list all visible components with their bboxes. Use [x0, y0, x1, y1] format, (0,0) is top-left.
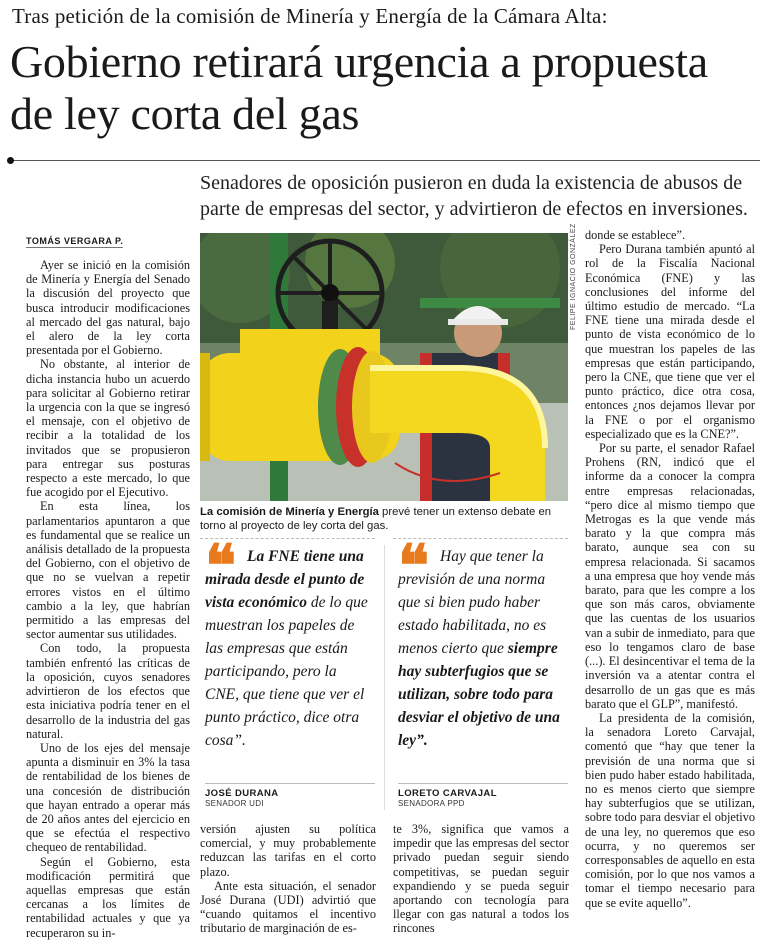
- quote-rule: [205, 783, 375, 784]
- article-byline: TOMÁS VERGARA P.: [26, 236, 124, 246]
- rule-bullet: [7, 157, 14, 164]
- article-kicker: Tras petición de la comisión de Minería y Energía de la Cámara Alta:: [12, 4, 608, 28]
- paragraph: Ayer se inició en la comisión de Minería y Energía del Senado la discusión del proyecto que busca introducir modificaciones al mercado del gas natural, bajo el alero de la ley corta presentada por el Gobierno.: [26, 258, 190, 358]
- paragraph: La presidenta de la comisión, la senadora Loreto Carvajal, comentó que “hay que tener la previsión de una norma que si bien pudo haber estado habilitada, no es menos cierto que siempre hay subterfugios que se utilizan, sobre todo para desviar el objetivo de una ley, no queremos que eso ocurra, y no queremos ser corresponsables de aquello en esta comisión, por lo que nos vamos a tomar el tiempo necesario para que se evite aquello”.: [585, 710, 755, 910]
- photo-caption: [200, 505, 570, 533]
- paragraph: te 3%, significa que vamos a impedir que las empresas del sector privado puedan seguir siendo competitivas, se puedan seguir expandiendo y se pueda seguir aportando con tecnología para llegar con gas natural a todos los rincones: [393, 822, 569, 936]
- quote-text-bold: siempre hay subterfugios que se utilizan, sobre todo para desviar el objetivo de una ley”.: [398, 640, 560, 749]
- quote-source-name: LORETO CARVAJAL: [398, 788, 497, 799]
- headline-rule: [10, 160, 760, 161]
- photo-illustration: [200, 233, 568, 501]
- pull-quote-durana: [205, 545, 373, 752]
- paragraph: Pero Durana también apuntó al rol de la Fiscalía Nacional Económica (FNE) y las conclusiones del informe del último estudio de mercado. “La FNE tiene una mirada desde el punto de vista económico de lo que muestran los papeles de las empresas que están participando, pero la CNE, que tiene que ver el punto práctico, dice otra cosa, entonces ¿nos dejamos llevar por la FNE o por el organismo especializado que es la CNE?”.: [585, 242, 755, 441]
- quote-rule: [398, 783, 568, 784]
- paragraph: No obstante, al interior de dicha instancia hubo un acuerdo para solicitar al Gobierno retirar la urgencia con la que se ingresó el mensaje, con el objetivo de recibir a la totalidad de los invitados que se propusieron para entregar sus posturas respecto a este mercado, lo que fue acogido por el Ejecutivo.: [26, 357, 190, 500]
- column-2: [200, 822, 376, 936]
- column-4: [585, 228, 755, 910]
- quote-source: [398, 788, 497, 808]
- paragraph: Con todo, la propuesta también enfrentó las críticas de la oposición, cuyos senadores advirtieron de los efectos que esta iniciativa podría tener en el desarrollo de la industria del gas natural.: [26, 641, 190, 741]
- quote-source: [205, 788, 279, 808]
- quote-source-role: SENADOR UDI: [205, 799, 264, 808]
- paragraph: Ante esta situación, el senador José Durana (UDI) advirtió que “cuando quitamos el incentivo tributario de marginación de es-: [200, 878, 376, 936]
- quote-source-name: JOSÉ DURANA: [205, 788, 279, 799]
- photo-caption-bold: La comisión de Minería y Energía: [200, 506, 379, 518]
- paragraph: versión ajusten su política comercial, y muy probablemente reduzcan las tarifas en el corto plazo.: [200, 822, 376, 879]
- photo-caption-text: prevé tener un extenso debate en torno al proyecto de ley corta del gas.: [200, 506, 552, 532]
- column-1: [26, 258, 190, 940]
- article-photo: [200, 233, 568, 501]
- paragraph: donde se establece”.: [585, 228, 686, 242]
- quote-mark-icon: ❝: [398, 534, 430, 599]
- column-3: [393, 822, 569, 936]
- paragraph: Por su parte, el senador Rafael Prohens (RN, indicó que el informe da a conocer la compra entre empresas relacionadas, “pero dice al mismo tiempo que Metrogas es la que vende más barato y la que compra más barato, aunque sea con su empresa relacionada. Si sacamos a una empresa que hoy vende más barato, para que les compre a los que son más caros, obviamente que las cuentas de los usuarios van a subir de inmediato, para que eso lo tengamos claro de base (...). El desincentivar el tema de la inversión va a atentar contra el desarrollo de un gas que es más barato que el GLP”, manifestó.: [585, 441, 755, 711]
- quote-text: de lo que muestran los papeles de las empresas que están participando, pero la CNE, que tiene que ver el punto práctico, dice otra cosa”.: [205, 594, 368, 749]
- quote-text-bold: La FNE tiene una mirada desde el punto de vista económico: [205, 548, 365, 611]
- article-deck: Senadores de oposición pusieron en duda la existencia de abusos de parte de empresas del sector, y advirtieron de efectos en inversiones.: [200, 172, 748, 220]
- quote-mark-icon: ❝: [205, 534, 237, 599]
- paragraph: En esta línea, los parlamentarios apuntaron a que es fundamental que se realice un análisis detallado de la propuesta del Gobierno, con el objetivo de que no se vuelvan a repetir errores vistos en el último cambio a la ley, que habrían permitido a las empresas del sector aumentar sus utilidades.: [26, 499, 190, 642]
- photo-credit: FELIPE IGNACIO GONZÁLEZ: [570, 223, 577, 330]
- paragraph: Según el Gobierno, esta modificación permitirá que aquellas empresas que están cercanas a los límites de rentabilidad actuales y que ya recuperaron su in-: [26, 854, 190, 940]
- column-divider: [384, 545, 385, 810]
- pull-quote-carvajal: [398, 545, 566, 752]
- quote-source-role: SENADORA PPD: [398, 799, 465, 808]
- paragraph: Uno de los ejes del mensaje apunta a disminuir en 3% la tasa de rentabilidad de los bienes de una concesión de distribución que hayan entrado a operar más de 20 años antes del ejercicio en que se efectúa el respectivo chequeo de rentabilidad.: [26, 740, 190, 855]
- article-headline: Gobierno retirará urgencia a propuesta de ley corta del gas: [10, 36, 708, 139]
- quote-text: Hay que tener la previsión de una norma que si bien pudo haber estado habilitada, no es menos cierto que: [398, 548, 547, 657]
